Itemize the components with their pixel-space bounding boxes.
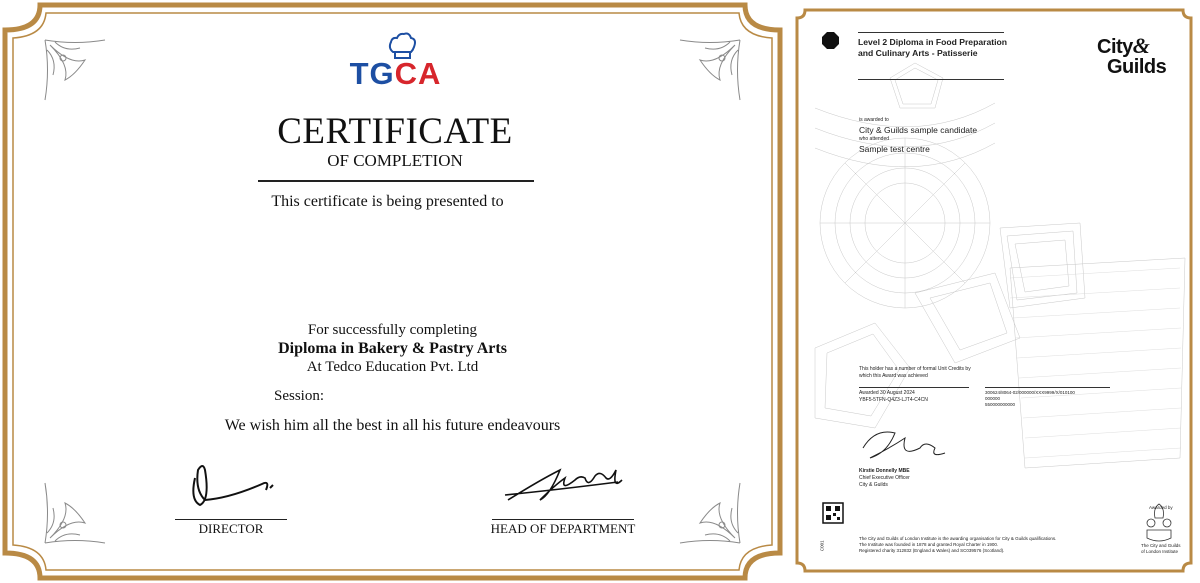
- reference-number-2: 000000: [985, 396, 1001, 401]
- city-guilds-certificate: [795, 8, 1193, 573]
- certificate-subtitle: OF COMPLETION: [327, 151, 463, 170]
- logo-ampersand: &: [1132, 33, 1150, 58]
- institute-name-1: The City and Guilds: [1141, 543, 1181, 548]
- hod-signature-line: [492, 519, 634, 520]
- signatory-role: Chief Executive Officer: [859, 475, 910, 481]
- award-date: Awarded 30 August 2024: [859, 390, 915, 396]
- footer-line-2: The Institute was founded in 1878 and granted Royal Charter in 1900.: [859, 542, 999, 547]
- signatory-org: City & Guilds: [859, 482, 888, 488]
- director-signature-line: [175, 519, 287, 520]
- hod-signature-icon: [505, 470, 622, 500]
- centre-name: Sample test centre: [859, 144, 930, 154]
- awarded-by-label: Awarded by: [1149, 505, 1173, 510]
- city-guilds-logo: [1097, 33, 1185, 78]
- director-signature-icon: [193, 466, 273, 505]
- certificate-title: CERTIFICATE: [277, 111, 513, 152]
- logo-line-1: City: [1097, 36, 1133, 58]
- reference-number-1: 300624/8064-02/000000/XXX9999/X/010100: [985, 390, 1075, 395]
- session-label: Session:: [274, 388, 325, 404]
- attended-label: who attended: [859, 136, 890, 142]
- footer-line-3: Registered charity 312832 (England & Wales) and SC039576 (Scotland).: [859, 548, 1005, 553]
- candidate-name: City & Guilds sample candidate: [859, 125, 978, 135]
- presented-line: This certificate is being presented to: [271, 193, 504, 210]
- institution-line: At Tedco Education Pvt. Ltd: [306, 359, 479, 375]
- footer-code: C001: [819, 540, 825, 552]
- certificate-frame: [795, 8, 1193, 573]
- reference-number-3: 550000000000: [985, 402, 1016, 407]
- certificate-code: YBF5-5TFN-Q4Z3-LJT4-C4CN: [859, 397, 928, 403]
- institute-name-2: of London Institute: [1141, 549, 1179, 554]
- logo-line-2: Guilds: [1107, 56, 1167, 78]
- qualification-title: Level 2 Diploma in Food Preparation and Culinary Arts - Patisserie: [858, 37, 1007, 58]
- title-divider: [258, 180, 534, 182]
- award-rule-right: [985, 387, 1110, 388]
- hod-label: HEAD OF DEPARTMENT: [490, 521, 636, 536]
- course-name: Diploma in Bakery & Pastry Arts: [278, 340, 507, 357]
- title-bottom-rule: [858, 79, 1004, 80]
- tgca-logo: [338, 58, 453, 90]
- logo-part-2: CA: [394, 56, 442, 91]
- credits-note: This holder has a number of formal Unit Credits by which this Award was achieved: [859, 366, 971, 379]
- footer-line-1: The City and Guilds of London Institute is the awarding organisation for City & Guilds qualifications.: [859, 536, 1057, 541]
- wish-line: We wish him all the best in all his future endeavours: [224, 417, 561, 434]
- octagon-mark-icon: [822, 32, 839, 49]
- signatory-name: Kirstie Donnelly MBE: [859, 468, 910, 474]
- director-label: DIRECTOR: [198, 521, 264, 536]
- completing-line: For successfully completing: [307, 322, 478, 338]
- award-rule-left: [859, 387, 969, 388]
- awarded-to-label: is awarded to: [859, 117, 889, 123]
- title-top-rule: [858, 32, 1004, 33]
- logo-part-1: TG: [349, 56, 395, 91]
